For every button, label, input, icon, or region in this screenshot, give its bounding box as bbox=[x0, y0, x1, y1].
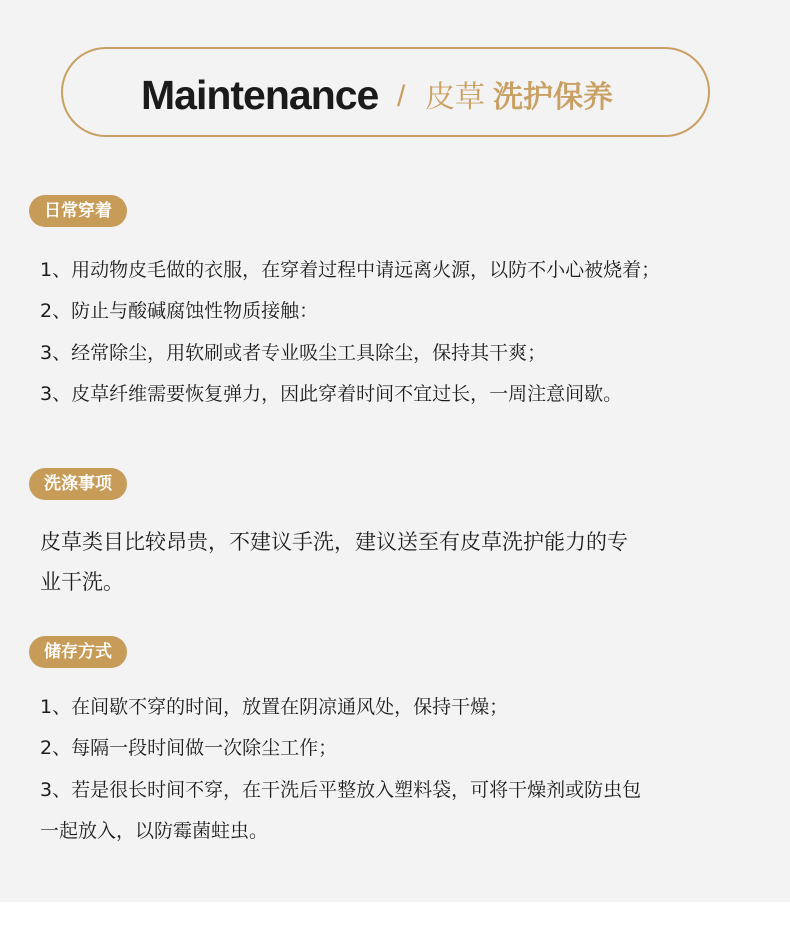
paragraph-line: 皮草类目比较昂贵，不建议手洗，建议送至有皮草洗护能力的专 bbox=[40, 530, 628, 554]
page-title-en: Maintenance bbox=[141, 72, 379, 118]
list-item: 1、在间歇不穿的时间，放置在阴凉通风处，保持干燥； bbox=[40, 696, 509, 718]
list-item: 一起放入，以防霉菌蛀虫。 bbox=[40, 820, 269, 842]
page-title-cn-bold: 洗护保养 bbox=[493, 80, 613, 115]
title-separator: / bbox=[397, 80, 406, 113]
list-item: 3、皮草纤维需要恢复弹力，因此穿着时间不宜过长，一周注意间歇。 bbox=[40, 383, 623, 405]
section-tag-storage: 储存方式 bbox=[29, 636, 127, 668]
section-tag-daily-wear: 日常穿着 bbox=[29, 195, 127, 227]
page-title-cn-light: 皮草 bbox=[425, 80, 485, 115]
section-tag-washing: 洗涤事项 bbox=[29, 468, 127, 500]
list-item: 1、用动物皮毛做的衣服，在穿着过程中请远离火源，以防不小心被烧着； bbox=[40, 259, 661, 281]
paragraph-line: 业干洗。 bbox=[40, 570, 124, 594]
list-item: 3、若是很长时间不穿，在干洗后平整放入塑料袋，可将干燥剂或防虫包 bbox=[40, 779, 642, 801]
list-item: 2、防止与酸碱腐蚀性物质接触： bbox=[40, 300, 319, 322]
list-item: 3、经常除尘，用软刷或者专业吸尘工具除尘，保持其干爽； bbox=[40, 342, 547, 364]
list-item: 2、每隔一段时间做一次除尘工作； bbox=[40, 737, 338, 759]
